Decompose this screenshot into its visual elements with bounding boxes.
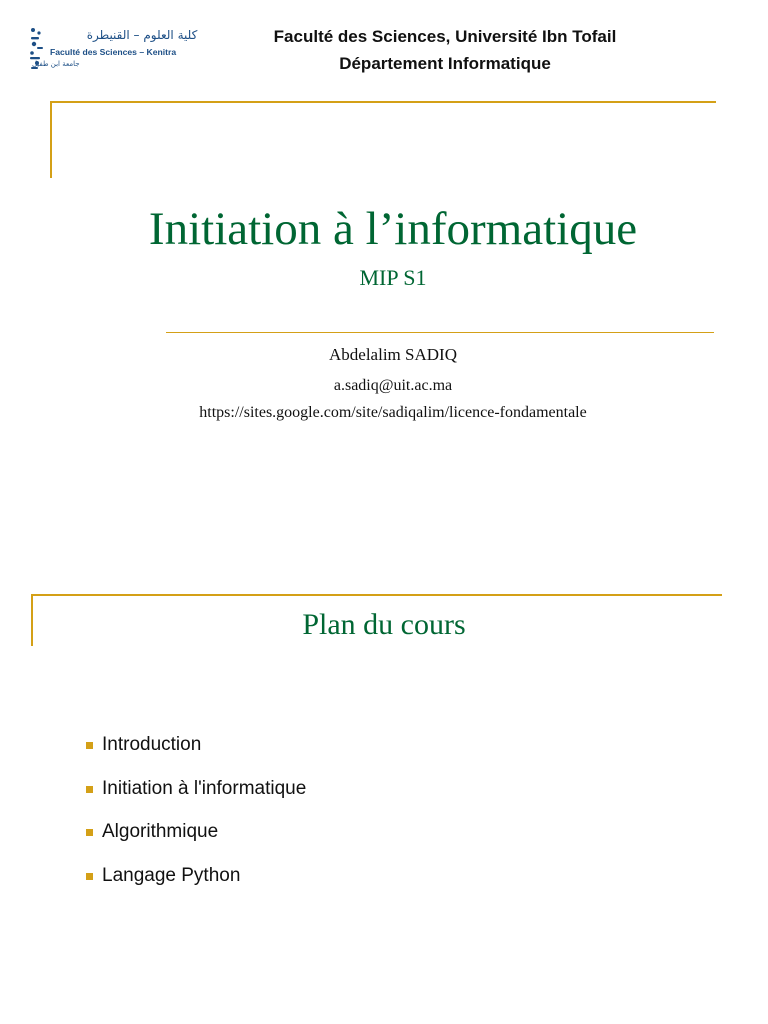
square-bullet-icon (86, 873, 93, 880)
course-title: Initiation à l’informatique (148, 203, 638, 255)
logo-text-university: جامعة ابن طفيل (32, 60, 80, 68)
list-item (86, 734, 306, 778)
logo-text-arabic: كلية العلوم – القنيطرة (86, 28, 198, 42)
author-email: a.sadiq@uit.ac.ma (333, 377, 453, 394)
plan-list (86, 734, 306, 908)
list-item (86, 821, 306, 865)
course-subtitle: MIP S1 (359, 265, 427, 290)
square-bullet-icon (86, 829, 93, 836)
list-item-label: Initiation à l'informatique (102, 777, 307, 799)
slide-frame-top-line (32, 594, 722, 596)
list-item-label: Introduction (102, 734, 202, 755)
square-bullet-icon (86, 786, 93, 793)
slide-frame-top-line (51, 101, 716, 103)
title-divider-line (166, 332, 714, 333)
institution-name: Faculté des Sciences, Université Ibn Tofail (273, 27, 617, 46)
list-item-label: Algorithmique (102, 821, 219, 843)
faculty-logo (28, 26, 200, 74)
plan-slide (0, 512, 768, 1024)
square-bullet-icon (86, 742, 93, 749)
slide-frame-left-line (50, 101, 52, 178)
department-name: Département Informatique (339, 54, 551, 73)
list-item (86, 865, 306, 909)
author-website: https://sites.google.com/site/sadiqalim/licence-fondamentale (199, 404, 587, 421)
plan-title: Plan du cours (302, 608, 466, 641)
list-item-label: Langage Python (102, 864, 241, 886)
list-item (86, 778, 306, 822)
author-name: Abdelalim SADIQ (329, 345, 457, 364)
logo-text-french: Faculté des Sciences – Kenitra (50, 47, 177, 57)
